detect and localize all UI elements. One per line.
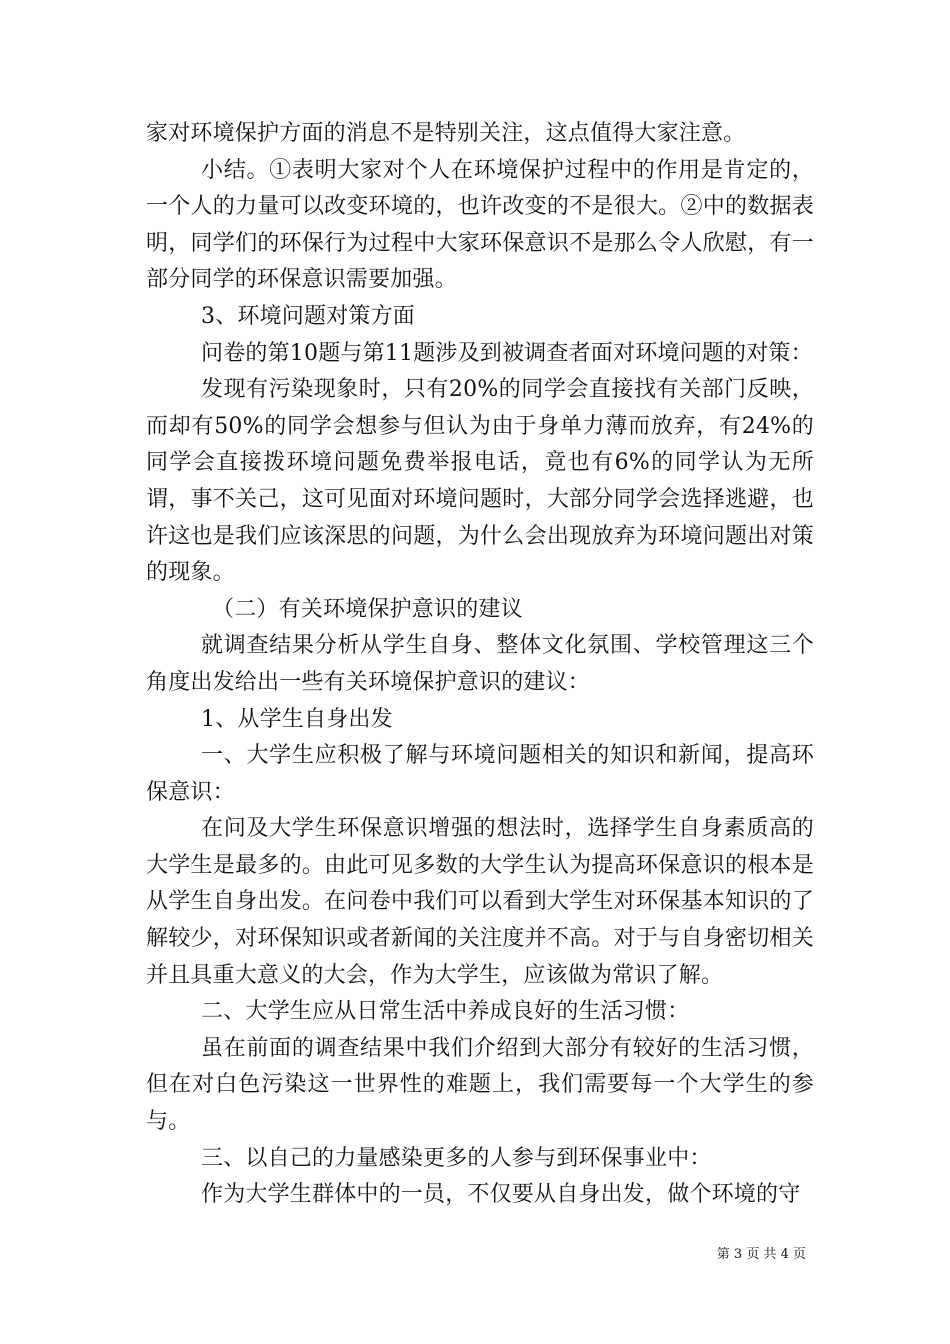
subheading-student-self: 1、从学生自身出发 xyxy=(201,706,393,732)
section-heading-countermeasures: 3、环境问题对策方面 xyxy=(201,303,415,329)
point-three-heading: 三、以自己的力量感染更多的人参与到环保事业中： xyxy=(201,1145,712,1171)
point-one-heading: 一、大学生应积极了解与环境问题相关的知识和新闻，提高环保意识： xyxy=(146,743,814,805)
paragraph-summary: 小结。①表明大家对个人在环境保护过程中的作用是肯定的，一个人的力量可以改变环境的，也许改变的不是很大。②中的数据表明，同学们的环保行为过程中大家环保意识不是那么令人欣慰，有一部分同学的环保意识需要加强。 xyxy=(146,157,814,293)
paragraph-pollution-response: 发现有污染现象时，只有20%的同学会直接找有关部门反映，而却有50%的同学会想参与但认为由于身单力薄而放弃，有24%的同学会直接拨环境问题免费举报电话，竟也有6%的同学认为无所谓，事不关己，这可见面对环境问题时，大部分同学会选择逃避，也许这也是我们应该深思的问题，为什么会出现放弃为环境问题出对策的现象。 xyxy=(146,377,814,586)
paragraph-suggestion-intro: 就调查结果分析从学生自身、整体文化氛围、学校管理这三个角度出发给出一些有关环境保护意识的建议： xyxy=(146,633,814,695)
paragraph-questionnaire: 问卷的第10题与第11题涉及到被调查者面对环境问题的对策： xyxy=(201,340,813,366)
section-heading-suggestions: （二）有关环境保护意识的建议 xyxy=(212,596,523,622)
point-two-heading: 二、大学生应从日常生活中养成良好的生活习惯： xyxy=(201,999,690,1025)
paragraph-point-three: 作为大学生群体中的一员，不仅要从自身出发，做个环境的守 xyxy=(201,1182,801,1208)
paragraph-point-one: 在问及大学生环保意识增强的想法时，选择学生自身素质高的大学生是最多的。由此可见多数的大学生认为提高环保意识的根本是从学生自身出发。在问卷中我们可以看到大学生对环保基本知识的了解较少，对环保知识或者新闻的关注度并不高。对于与自身密切相关并且具重大意义的大会，作为大学生，应该做为常识了解。 xyxy=(146,816,814,988)
paragraph-continuation: 家对环境保护方面的消息不是特别关注，这点值得大家注意。 xyxy=(146,121,746,146)
paragraph-point-two: 虽在前面的调查结果中我们介绍到大部分有较好的生活习惯，但在对白色污染这一世界性的难题上，我们需要每一个大学生的参与。 xyxy=(146,1035,814,1135)
document-body xyxy=(146,116,814,1214)
page-number: 第 3 页 共 4 页 xyxy=(716,1247,806,1262)
